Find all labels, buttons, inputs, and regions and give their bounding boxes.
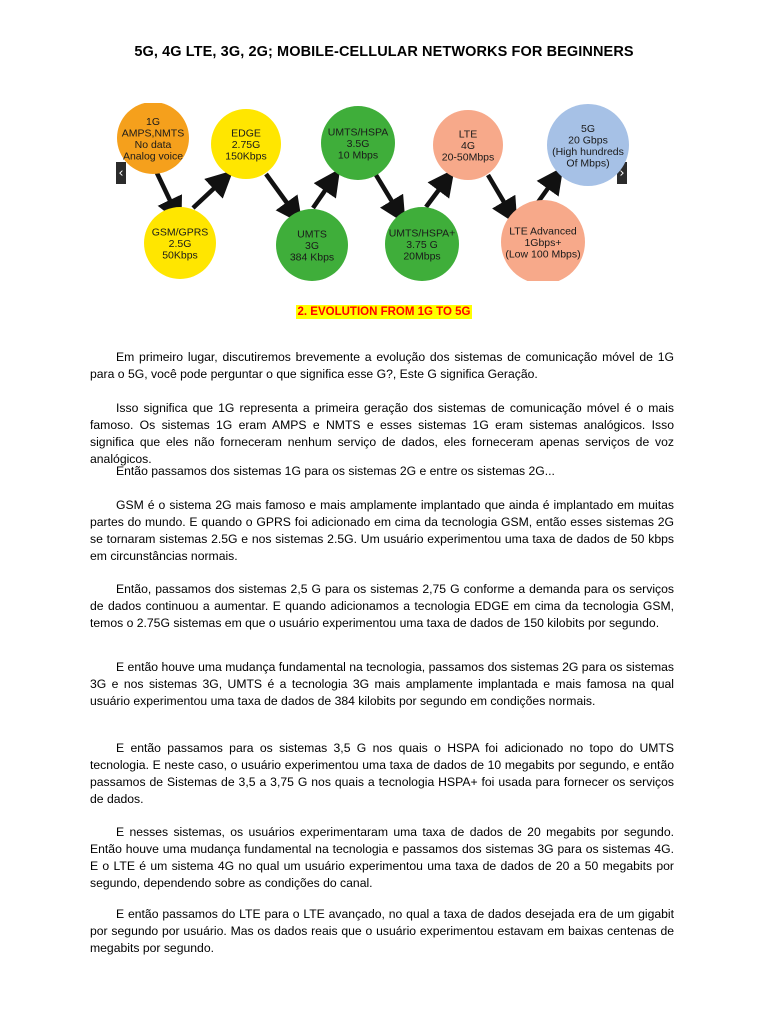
node-label: 150Kbps	[225, 150, 267, 163]
arrow-umts-to-umts-hspa	[313, 179, 333, 208]
node-label: LTE Advanced	[509, 225, 577, 238]
paragraph	[90, 497, 674, 565]
paragraph-text: E então houve uma mudança fundamental na tecnologia, passamos dos sistemas 2G para os sistemas 3G e nos sistemas 3G, UMTS é a tecnologia 3G mais amplamente implantada e mais famosa na qual usuário experimentou uma taxa de dados de 384 kilobits por segundo em condições normais.	[90, 660, 674, 708]
node-label: 20Mbps	[403, 250, 441, 263]
node-label: 1Gbps+	[524, 237, 562, 249]
paragraph-text: Em primeiro lugar, discutiremos brevemente a evolução dos sistemas de comunicação móvel de 1G para o 5G, você pode perguntar o que significa esse G?, Este G significa Geração.	[90, 350, 674, 381]
node-label: 3G	[304, 240, 320, 252]
arrow-1g-to-gsm	[156, 171, 176, 213]
paragraph-text: E então passamos do LTE para o LTE avançado, no qual a taxa de dados desejada era de um gigabit por segundo por usuário. Mas os dados reais que o usuário experimentou estavam em baixas centenas de megabits por segundo.	[90, 907, 674, 955]
arrow-edge-to-umts	[266, 174, 295, 214]
paragraph	[90, 581, 674, 632]
paragraph-text: Isso significa que 1G representa a primeira geração dos sistemas de comunicação móvel é o mais famoso. Os sistemas 1G eram AMPS e NMTS e esses sistemas 1G eram sistemas analógicos. Isso significa que eles não forneceram nenhum serviço de dados, eles forneceram apenas serviços de voz analógicos.	[90, 401, 674, 466]
node-label: 2.75G	[231, 139, 261, 151]
evolution-diagram-svg	[116, 103, 629, 281]
arrow-gsm-to-edge	[193, 179, 224, 208]
node-gsm	[144, 207, 216, 279]
paragraph-text: Então passamos dos sistemas 1G para os sistemas 2G e entre os sistemas 2G...	[116, 464, 555, 478]
paragraph	[90, 400, 674, 468]
node-umts	[276, 209, 348, 281]
node-label: 20-50Mbps	[441, 151, 495, 164]
node-label: UMTS/HSPA+	[388, 227, 456, 240]
paragraph-text: E então passamos para os sistemas 3,5 G nos quais o HSPA foi adicionado no topo do UMTS tecnologia. E neste caso, o usuário experimentou uma taxa de dados de 10 megabits por segundo, e então passamos de Sistemas de 3,5 a 3,75 G nos quais a tecnologia HSPA+ foi usada para fornecer os serviços de dados.	[90, 741, 674, 806]
arrow-umts-hspa-to-umts-hspa-plus	[376, 175, 399, 213]
node-label: 2.5G	[168, 238, 192, 250]
node-label: 3.75 G	[406, 239, 438, 251]
node-label: Analog voice	[122, 150, 184, 163]
node-label: No data	[134, 138, 172, 151]
node-label: UMTS	[297, 228, 327, 241]
section-heading	[0, 302, 768, 320]
node-label: 50Kbps	[162, 249, 198, 262]
evolution-diagram	[116, 103, 629, 281]
node-label: Of Mbps)	[566, 157, 610, 170]
node-label: 3.5G	[346, 138, 370, 150]
node-label: 10 Mbps	[337, 149, 379, 162]
section-heading-text: 2. EVOLUTION FROM 1G TO 5G	[297, 306, 471, 318]
node-1g	[117, 103, 189, 174]
paragraph-text: E nesses sistemas, os usuários experimentaram uma taxa de dados de 20 megabits por segundo. Então houve uma mudança fundamental na tecnologia e passamos dos sistemas 3G para os sistemas 4G. E o LTE é um sistema 4G no qual um usuário experimentou uma taxa de dados de 20 a 50 megabits por segundo, dependendo sobre as condições do canal.	[90, 825, 674, 890]
paragraph-text: Então, passamos dos sistemas 2,5 G para os sistemas 2,75 G conforme a demanda para os serviços de dados continuou a aumentar. E quando adicionamos a tecnologia EDGE em cima da tecnologia GSM, temos o 2.75G sistemas em que o usuário experimentou uma taxa de dados de 150 kilobits por segundo.	[90, 582, 674, 630]
prev-nav[interactable]	[116, 162, 126, 184]
node-label: 384 Kbps	[289, 251, 335, 264]
node-label: (High hundreds	[552, 145, 624, 158]
prev-arrow-icon: ‹	[118, 166, 124, 181]
paragraph	[90, 659, 674, 710]
arrow-umts-hspa-plus-to-lte	[426, 179, 447, 207]
node-label: 5G	[580, 122, 596, 135]
node-label: 20 Gbps	[568, 134, 608, 147]
paragraph	[90, 740, 674, 808]
node-label: 4G	[460, 140, 476, 152]
paragraph	[90, 349, 674, 383]
node-lte-adv	[501, 200, 585, 281]
node-umts-hspa-plus	[385, 207, 459, 281]
node-label: (Low 100 Mbps)	[505, 248, 581, 261]
paragraph	[90, 824, 674, 892]
next-arrow-icon: ›	[619, 166, 625, 181]
node-label: 1G	[145, 115, 161, 128]
node-label: LTE	[458, 128, 478, 141]
node-lte	[433, 110, 503, 180]
paragraph-text: GSM é o sistema 2G mais famoso e mais amplamente implantado que ainda é implantado em muitas partes do mundo. E quando o GPRS foi adicionado em cima da tecnologia GSM, então esses sistemas 2G se tornaram sistemas 2.5G e nos sistemas 2.5G. Um usuário experimentou uma taxa de dados de 50 kbps em circunstâncias normais.	[90, 498, 674, 563]
node-umts-hspa	[321, 106, 395, 180]
node-edge	[211, 109, 281, 179]
document-title: 5G, 4G LTE, 3G, 2G; MOBILE-CELLULAR NETWORKS FOR BEGINNERS	[134, 44, 634, 60]
node-label: EDGE	[231, 127, 261, 140]
node-label: GSM/GPRS	[151, 226, 209, 239]
node-label: UMTS/HSPA	[327, 126, 389, 139]
paragraph	[90, 906, 674, 957]
arrow-lte-to-lte-adv	[488, 175, 511, 214]
diagram-nodes	[117, 103, 629, 281]
node-label: AMPS,NMTS	[121, 127, 185, 140]
paragraph	[90, 463, 674, 480]
node-5g	[547, 104, 629, 186]
